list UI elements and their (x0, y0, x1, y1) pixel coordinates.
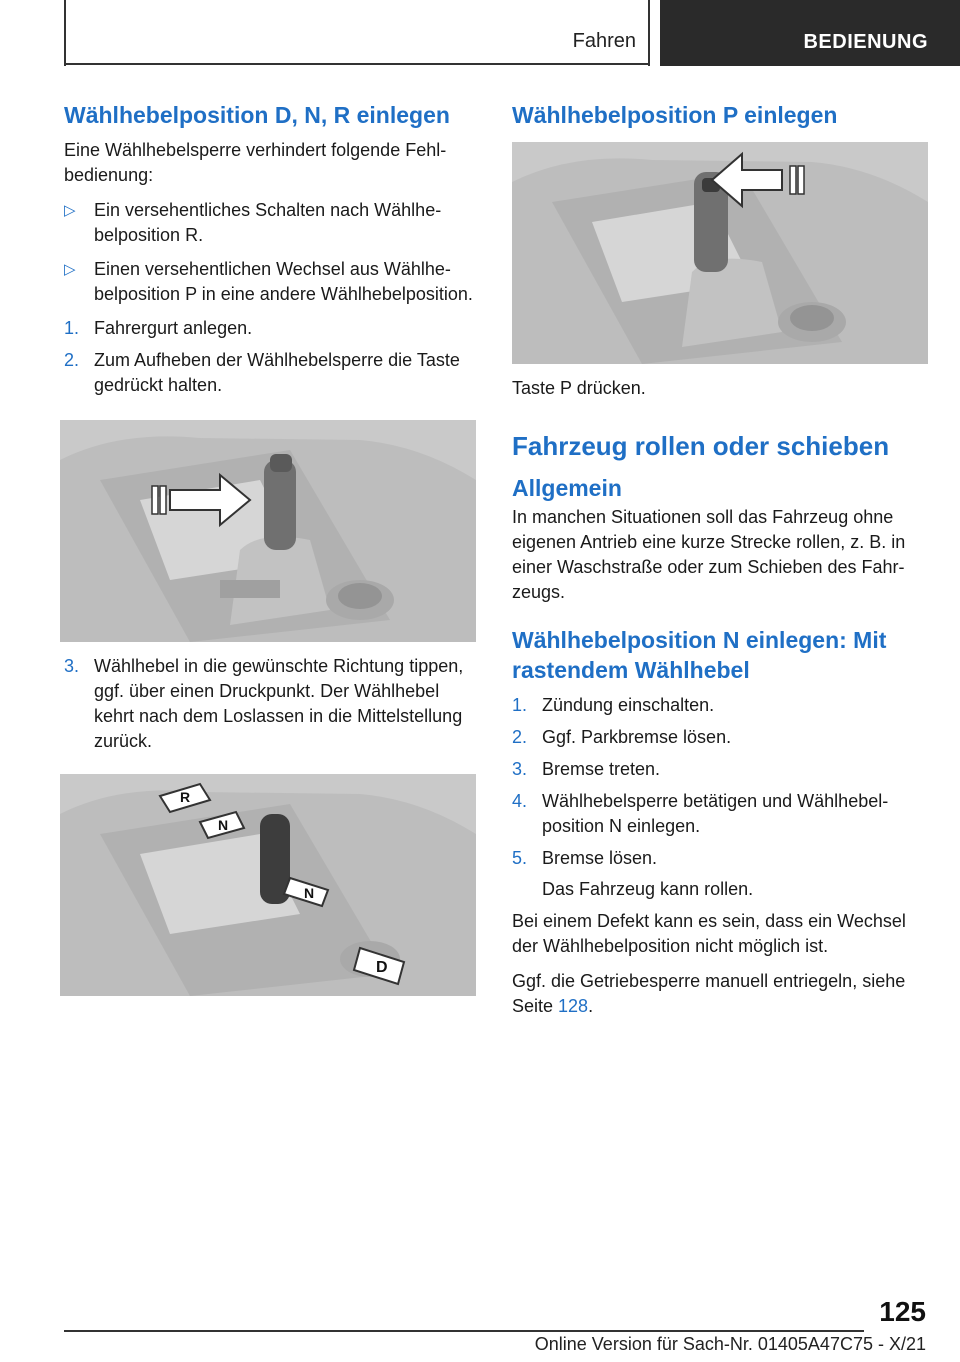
list-item (512, 693, 928, 718)
heading-p: Wählhebelposition P einlegen (512, 102, 838, 128)
step-number: 2. (512, 727, 528, 747)
step-text: Ggf. Parkbremse lösen. (542, 727, 732, 747)
subheading-general: Allgemein (512, 475, 622, 501)
reference-suffix: . (588, 996, 594, 1016)
heading-dnr: Wählhebelposition D, N, R einlegen (64, 102, 450, 128)
gear-lever-p-figure (512, 142, 928, 364)
list-item (512, 789, 928, 839)
step-number: 1. (512, 695, 528, 715)
page-header (0, 0, 960, 66)
reference-text (512, 969, 928, 1019)
list-item (64, 316, 476, 341)
list-item (64, 198, 476, 248)
step-number: 2. (64, 350, 80, 370)
label-n-lower: N (304, 885, 315, 901)
header-rule-bottom (64, 63, 650, 65)
footer-text: Online Version für Sach-Nr. 01405A47C75 - X/21 (534, 1334, 926, 1354)
steps-list-b (64, 654, 476, 754)
label-r: R (180, 789, 191, 805)
label-d: D (376, 959, 388, 976)
step-text: Zündung einschalten. (542, 695, 715, 715)
step-text: Zum Aufheben der Wählhebelsperre die Taste gedrückt halten. (94, 350, 460, 395)
subheading-n: Wählhebelposition N einlegen: Mit rastendem Wählhebel (512, 627, 887, 683)
list-item (64, 654, 476, 754)
gear-lever-directions-figure (60, 774, 476, 996)
step-text: Wählhebel in die gewünschte Richtung tippen, ggf. über einen Druckpunkt. Der Wählhebel kehrt nach dem Loslassen in die Mittelstellung zurück. (94, 656, 464, 751)
step-text: Wählhebelsperre betätigen und Wählhebelposition N einlegen. (542, 791, 889, 836)
step-text: Bremse lösen. (542, 848, 658, 868)
header-rule-left (64, 0, 66, 66)
left-column (64, 100, 476, 996)
list-item (64, 257, 476, 307)
header-chapter-tab[interactable]: BEDIENUNG (660, 0, 960, 66)
steps-list-a (64, 316, 476, 398)
caption-p: Taste P drücken. (512, 378, 646, 398)
step-text: Fahrergurt anlegen. (94, 318, 253, 338)
label-n-upper: N (218, 817, 229, 833)
list-item (512, 846, 928, 902)
bullet-list (64, 198, 476, 307)
defect-text: Bei einem Defekt kann es sein, dass ein Wechsel der Wählhebelposition nicht möglich ist. (512, 911, 906, 956)
step-number: 4. (512, 791, 528, 811)
bullet-text: Ein versehentliches Schalten nach Wählhebelposition R. (94, 200, 442, 245)
footer-rule (64, 1330, 864, 1332)
step-subtext: Das Fahrzeug kann rollen. (542, 879, 754, 899)
step-number: 3. (64, 656, 80, 676)
page-link[interactable]: 128 (558, 996, 589, 1016)
header-section-title: Fahren (572, 30, 636, 52)
gear-lever-button-figure (60, 420, 476, 642)
reference-prefix: Ggf. die Getriebesperre manuell entriegeln, siehe Seite (512, 971, 906, 1016)
steps-list-right (512, 693, 928, 902)
page-number: 125 (879, 1296, 926, 1327)
header-rule-mid (648, 0, 650, 66)
triangle-bullet-icon: ▷ (64, 261, 76, 278)
general-text: In manchen Situationen soll das Fahrzeug ohne eigenen Antrieb eine kurze Strecke rollen, z. B. in einer Waschstraße oder zum Schieben des Fahrzeugs. (512, 507, 906, 602)
triangle-bullet-icon: ▷ (64, 202, 76, 219)
step-number: 1. (64, 318, 80, 338)
heading-roll: Fahrzeug rollen oder schieben (512, 431, 890, 461)
intro-text: Eine Wählhebelsperre verhindert folgende Fehlbedienung: (64, 140, 447, 185)
list-item (512, 757, 928, 782)
step-number: 3. (512, 759, 528, 779)
step-number: 5. (512, 848, 528, 868)
list-item (512, 725, 928, 750)
right-column (512, 100, 928, 1029)
bullet-text: Einen versehentlichen Wechsel aus Wählhebelposition P in eine andere Wählhebelposition. (94, 259, 473, 304)
list-item (64, 348, 476, 398)
step-text: Bremse treten. (542, 759, 661, 779)
